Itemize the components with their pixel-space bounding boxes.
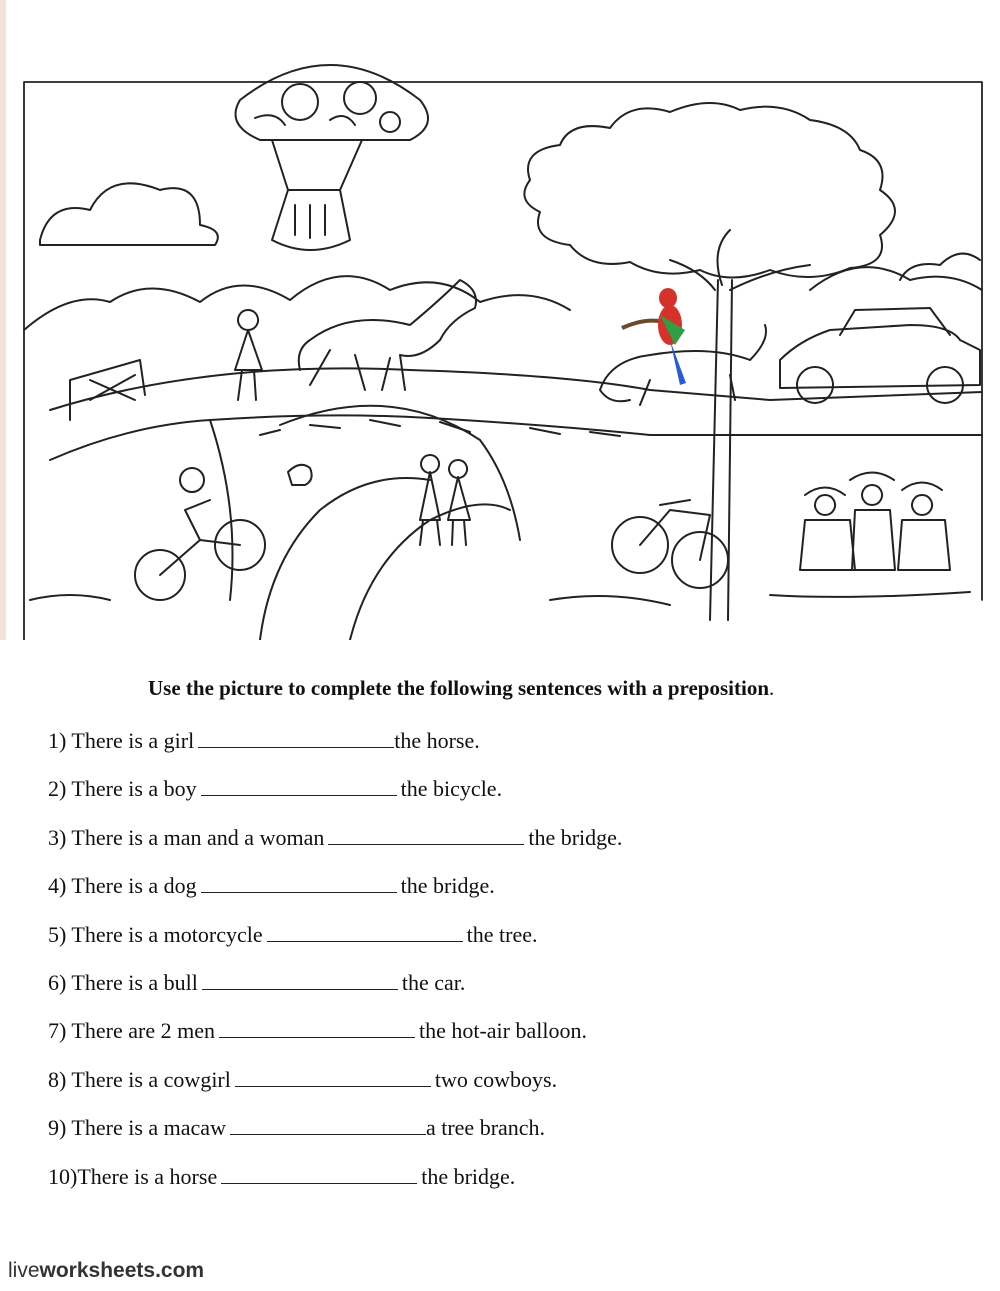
mountains <box>24 267 982 330</box>
sentence-3-blank[interactable] <box>328 824 524 845</box>
sentence-7-blank[interactable] <box>219 1017 415 1038</box>
sentence-3 <box>48 823 622 871</box>
girl-drawing <box>235 310 262 400</box>
sentence-4-after: the bridge. <box>400 873 495 899</box>
sentence-10-blank[interactable] <box>221 1163 417 1184</box>
sentence-9-blank[interactable] <box>230 1114 426 1135</box>
sentence-4 <box>48 871 622 919</box>
sentence-8 <box>48 1065 622 1113</box>
sentence-2-after: the bicycle. <box>400 776 503 802</box>
logo-bold: worksheets.com <box>39 1259 205 1282</box>
sentence-2 <box>48 774 622 822</box>
sentence-1 <box>48 726 622 774</box>
instructions-heading <box>148 676 774 701</box>
sentence-8-blank[interactable] <box>235 1066 431 1087</box>
sentence-1-blank[interactable] <box>198 727 394 748</box>
sentence-1-after: the horse. <box>394 728 480 753</box>
scene-illustration <box>10 40 990 640</box>
scene-frame <box>24 82 982 640</box>
sentence-6-after: the car. <box>401 969 466 995</box>
sentence-10 <box>48 1162 622 1210</box>
sentence-5-before: 5) There is a motorcycle <box>48 921 263 947</box>
sentence-7 <box>48 1016 622 1064</box>
sentence-1-before: 1) There is a girl <box>48 728 195 753</box>
sentence-9 <box>48 1113 622 1161</box>
page-edge-strip <box>0 0 6 640</box>
car-drawing <box>780 308 980 403</box>
sentence-10-after: the bridge. <box>421 1163 516 1189</box>
sentence-8-after: two cowboys. <box>434 1066 558 1092</box>
sentence-10-before: 10)There is a horse <box>48 1163 218 1189</box>
sentence-6-before: 6) There is a bull <box>48 969 198 995</box>
stone-bridge-drawing <box>50 360 982 600</box>
sentence-8-before: 8) There is a cowgirl <box>48 1066 231 1092</box>
instructions-text: Use the picture to complete the following sentences with a preposition <box>148 676 769 700</box>
liveworksheets-logo <box>8 1259 204 1283</box>
hot-air-balloon-drawing <box>236 65 429 250</box>
sentence-4-before: 4) There is a dog <box>48 873 197 899</box>
sentence-7-after: the hot-air balloon. <box>418 1018 587 1044</box>
dog-drawing <box>288 465 312 485</box>
sentence-2-blank[interactable] <box>201 775 397 796</box>
sentence-6 <box>48 968 622 1016</box>
sentence-2-before: 2) There is a boy <box>48 776 197 802</box>
tree-drawing <box>524 103 895 620</box>
river <box>260 478 510 640</box>
sentence-list <box>48 726 622 1210</box>
sentence-4-blank[interactable] <box>201 872 397 893</box>
sentence-7-before: 7) There are 2 men <box>48 1018 215 1044</box>
cyclist-drawing <box>135 468 265 600</box>
horse-drawing <box>299 280 476 390</box>
cowboys-drawing <box>800 473 950 571</box>
sentence-3-before: 3) There is a man and a woman <box>48 824 325 850</box>
couple-drawing <box>420 455 470 545</box>
logo-light: live <box>8 1259 40 1282</box>
macaw-drawing <box>622 288 686 385</box>
sentence-9-before: 9) There is a macaw <box>48 1115 226 1141</box>
cloud <box>40 183 218 245</box>
sentence-9-after: a tree branch. <box>425 1115 546 1141</box>
instructions-period: . <box>769 676 775 700</box>
sentence-5-blank[interactable] <box>267 921 463 942</box>
sentence-3-after: the bridge. <box>528 824 623 850</box>
sentence-5 <box>48 920 622 968</box>
sentence-5-after: the tree. <box>466 921 538 947</box>
sentence-6-blank[interactable] <box>202 969 398 990</box>
